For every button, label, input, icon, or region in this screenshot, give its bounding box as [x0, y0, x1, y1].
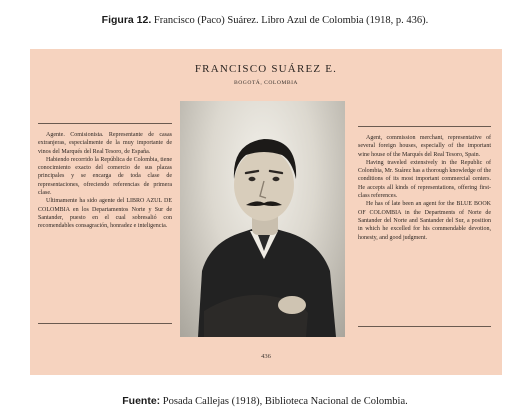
- source-caption-text: Posada Callejas (1918), Biblioteca Nacional de Colombia.: [160, 396, 408, 407]
- source-caption-label: Fuente:: [122, 395, 161, 407]
- source-caption: [0, 395, 530, 407]
- spanish-text-column: [38, 123, 172, 324]
- person-name: FRANCISCO SUÁREZ E.: [194, 63, 338, 75]
- page-number: 436: [261, 353, 271, 360]
- figure-caption: [0, 14, 530, 26]
- english-text-column: [358, 126, 491, 327]
- spanish-paragraph: Agente. Comisionista. Representante de casas extranjeras, especialmente de la muy importante de vinos del Marqués del Real Tesoro, de España.: [38, 132, 172, 155]
- spanish-paragraph: Ultimamente ha sido agente del LIBRO AZUL DE COLOMBIA en los Departamentos Norte y Sur de Santander, puesto en el cual sobresalió con recomendables consagración, honradez e inteligencia.: [38, 198, 172, 230]
- english-paragraph: He has of late been an agent for the BLUE BOOK OF COLOMBIA in the Departments of Norte de Santander del Norte and Santander del Sur, a position in which he excelled for his commendable devotion, honesty, and good judgment.: [358, 201, 491, 241]
- figure-caption-label: Figura 12.: [101, 14, 152, 26]
- portrait-illustration: [180, 101, 345, 337]
- english-paragraph: Agent, commission merchant, representative of several foreign houses, especially of the important wine house of the Marqués del Real Tesoro, Spain.: [358, 135, 491, 158]
- portrait-photo: [180, 101, 345, 337]
- english-paragraph: Having traveled extensively in the Republic of Colombia, Mr. Suárez has a thorough knowledge of the conditions of its most important commercial centers. He accepts all kinds of representations, offering first-class references.: [358, 159, 491, 200]
- book-page-scan: [30, 49, 502, 375]
- figure-caption-text: Francisco (Paco) Suárez. Libro Azul de Colombia (1918, p. 436).: [151, 15, 429, 26]
- spanish-paragraph: Habiendo recorrido la República de Colombia, tiene conocimiento exacto del comercio de sus plazas principales y se encarga de toda clase de representaciones, ofreciendo referencias de primera clase.: [38, 156, 172, 197]
- city-heading: BOGOTÁ, COLOMBIA: [234, 80, 298, 86]
